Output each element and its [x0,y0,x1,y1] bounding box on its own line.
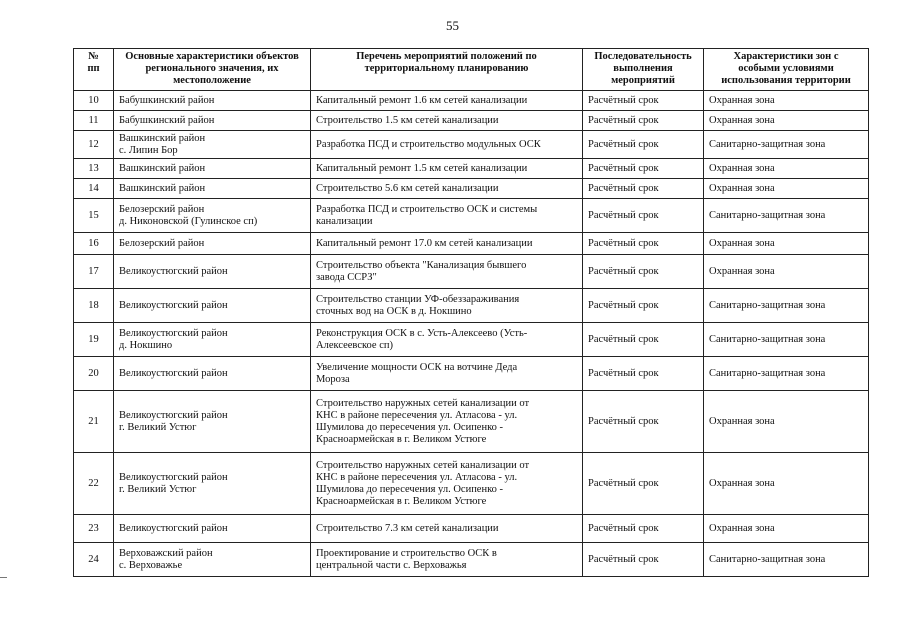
activity-line: КНС в районе пересечения ул. Атласова - ул. [316,471,518,483]
table-row [74,91,869,111]
table-row [74,453,869,515]
table-row [74,159,869,179]
activity-line: Красноармейская в г. Великом Устюге [316,433,487,445]
activity-description [311,453,583,515]
activity-line: Разработка ПСД и строительство ОСК и системы [316,203,538,215]
row-number: 11 [74,111,114,131]
table-body [74,91,869,577]
object-line: Великоустюгский район [119,367,228,379]
row-number: 17 [74,255,114,289]
object-location [114,515,311,543]
row-number: 21 [74,391,114,453]
activity-line: Проектирование и строительство ОСК в [316,547,497,559]
object-location [114,159,311,179]
object-location [114,131,311,159]
activity-line: Красноармейская в г. Великом Устюге [316,495,487,507]
col-header-zones: Характеристики зон с особыми условиями использования территории [704,49,869,91]
object-line: Великоустюгский район [119,471,228,483]
activity-line: Шумилова до пересечения ул. Осипенко - [316,483,504,495]
sequence-value: Расчётный срок [583,91,704,111]
object-line: Бабушкинский район [119,94,215,106]
zone-value: Охранная зона [704,255,869,289]
table-row [74,255,869,289]
object-line: Великоустюгский район [119,409,228,421]
object-line: Великоустюгский район [119,265,228,277]
activity-line: Строительство станции УФ-обеззараживания [316,293,520,305]
sequence-value: Расчётный срок [583,543,704,577]
table-row [74,131,869,159]
activity-line: КНС в районе пересечения ул. Атласова - ул. [316,409,518,421]
table-row [74,391,869,453]
activity-line: Шумилова до пересечения ул. Осипенко - [316,421,504,433]
object-line: с. Липин Бор [119,144,178,156]
row-number: 12 [74,131,114,159]
row-number: 22 [74,453,114,515]
activity-line: Капитальный ремонт 1.5 км сетей канализации [316,162,528,174]
row-number: 14 [74,179,114,199]
col-header-number: № пп [74,49,114,91]
activity-description [311,515,583,543]
row-number: 15 [74,199,114,233]
activity-description [311,289,583,323]
object-line: Вашкинский район [119,132,206,144]
page-number: 55 [446,18,459,33]
activity-description [311,323,583,357]
zone-value: Охранная зона [704,91,869,111]
object-location [114,289,311,323]
zone-value: Охранная зона [704,233,869,255]
table-row [74,357,869,391]
object-line: Великоустюгский район [119,327,228,339]
object-location [114,111,311,131]
table-header [74,49,869,91]
activity-line: Капитальный ремонт 1.6 км сетей канализации [316,94,528,106]
left-edge-mark [0,577,7,578]
table-row [74,289,869,323]
zone-value: Санитарно-защитная зона [704,323,869,357]
activity-description [311,357,583,391]
sequence-value: Расчётный срок [583,199,704,233]
activity-line: Увеличение мощности ОСК на вотчине Деда [316,361,518,373]
object-location [114,391,311,453]
object-location [114,453,311,515]
object-line: д. Никоновской (Гулинское сп) [119,215,258,227]
row-number: 13 [74,159,114,179]
zone-value: Охранная зона [704,453,869,515]
zone-value: Санитарно-защитная зона [704,289,869,323]
activity-description [311,111,583,131]
table-row [74,179,869,199]
col-header-activities: Перечень мероприятий положений по территориальному планированию [311,49,583,91]
sequence-value: Расчётный срок [583,323,704,357]
sequence-value: Расчётный срок [583,453,704,515]
object-line: Бабушкинский район [119,114,215,126]
activity-line: Мороза [316,373,350,385]
sequence-value: Расчётный срок [583,255,704,289]
table-row [74,515,869,543]
row-number: 10 [74,91,114,111]
row-number: 24 [74,543,114,577]
activity-line: Строительство 1.5 км сетей канализации [316,114,499,126]
object-location [114,357,311,391]
zone-value: Охранная зона [704,515,869,543]
activity-description [311,179,583,199]
activity-line: Алексеевское сп) [316,339,393,351]
sequence-value: Расчётный срок [583,131,704,159]
activity-line: Реконструкция ОСК в с. Усть-Алексеево (Усть- [316,327,528,339]
activity-description [311,159,583,179]
row-number: 19 [74,323,114,357]
object-location [114,543,311,577]
sequence-value: Расчётный срок [583,357,704,391]
object-line: Великоустюгский район [119,299,228,311]
row-number: 18 [74,289,114,323]
activity-line: Капитальный ремонт 17.0 км сетей канализации [316,237,533,249]
header-row [74,49,869,91]
object-line: Верховажский район [119,547,213,559]
object-location [114,199,311,233]
object-location [114,255,311,289]
activity-description [311,131,583,159]
table-row [74,323,869,357]
sequence-value: Расчётный срок [583,111,704,131]
activity-line: Разработка ПСД и строительство модульных ОСК [316,138,541,150]
sequence-value: Расчётный срок [583,233,704,255]
object-line: г. Великий Устюг [119,483,197,495]
object-line: Белозерский район [119,237,205,249]
table-row [74,233,869,255]
object-line: д. Нокшино [119,339,173,351]
activity-line: Строительство наружных сетей канализации от [316,459,530,471]
zone-value: Санитарно-защитная зона [704,543,869,577]
activity-line: Строительство объекта "Канализация бывшего [316,259,527,271]
object-location [114,323,311,357]
activity-description [311,391,583,453]
object-line: Белозерский район [119,203,205,215]
zone-value: Санитарно-защитная зона [704,131,869,159]
object-location [114,91,311,111]
object-line: Вашкинский район [119,182,206,194]
sequence-value: Расчётный срок [583,179,704,199]
zone-value: Санитарно-защитная зона [704,199,869,233]
row-number: 20 [74,357,114,391]
activity-description [311,199,583,233]
activity-line: сточных вод на ОСК в д. Нокшино [316,305,472,317]
col-header-sequence: Последовательность выполнения мероприятий [583,49,704,91]
object-line: г. Великий Устюг [119,421,197,433]
activity-line: Строительство 7.3 км сетей канализации [316,522,499,534]
col-header-object: Основные характеристики объектов регионального значения, их местоположение [114,49,311,91]
measures-table [73,48,869,577]
activity-line: центральной части с. Верховажья [316,559,467,571]
activity-line: Строительство наружных сетей канализации от [316,397,530,409]
activity-description [311,91,583,111]
sequence-value: Расчётный срок [583,391,704,453]
object-location [114,233,311,255]
object-line: Великоустюгский район [119,522,228,534]
activity-line: завода ССРЗ" [316,271,377,283]
table-row [74,111,869,131]
activity-description [311,233,583,255]
zone-value: Охранная зона [704,159,869,179]
row-number: 16 [74,233,114,255]
zone-value: Охранная зона [704,179,869,199]
sequence-value: Расчётный срок [583,515,704,543]
table-row [74,543,869,577]
zone-value: Санитарно-защитная зона [704,357,869,391]
object-line: Вашкинский район [119,162,206,174]
activity-description [311,543,583,577]
zone-value: Охранная зона [704,391,869,453]
object-location [114,179,311,199]
activity-line: канализации [316,215,373,227]
row-number: 23 [74,515,114,543]
activity-description [311,255,583,289]
sequence-value: Расчётный срок [583,289,704,323]
table-row [74,199,869,233]
activity-line: Строительство 5.6 км сетей канализации [316,182,499,194]
zone-value: Охранная зона [704,111,869,131]
sequence-value: Расчётный срок [583,159,704,179]
object-line: с. Верховажье [119,559,183,571]
